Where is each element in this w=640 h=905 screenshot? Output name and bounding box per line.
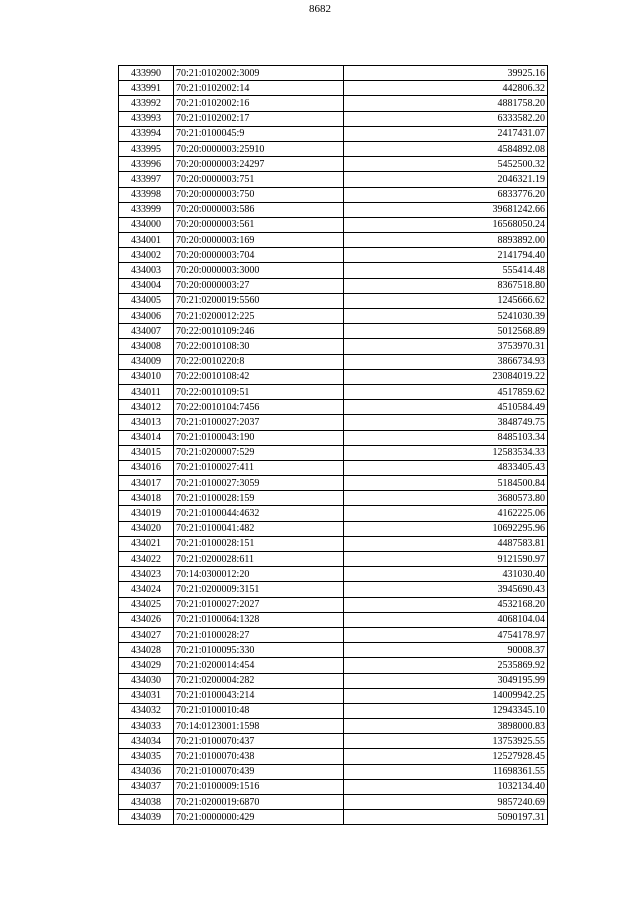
value-cell: 12583534.33: [344, 445, 548, 460]
row-number-cell: 434008: [119, 339, 174, 354]
value-cell: 3848749.75: [344, 415, 548, 430]
row-number-cell: 434017: [119, 476, 174, 491]
cadastral-number-cell: 70:21:0200009:3151: [174, 582, 344, 597]
value-cell: 3898000.83: [344, 719, 548, 734]
value-cell: 6333582.20: [344, 111, 548, 126]
row-number-cell: 434012: [119, 400, 174, 415]
table-row: [119, 445, 548, 460]
table-row: [119, 248, 548, 263]
cadastral-number-cell: 70:20:0000003:750: [174, 187, 344, 202]
value-cell: 3680573.80: [344, 491, 548, 506]
row-number-cell: 434006: [119, 309, 174, 324]
cadastral-number-cell: 70:14:0300012:20: [174, 567, 344, 582]
table-row: [119, 521, 548, 536]
cadastral-number-cell: 70:21:0100009:1516: [174, 779, 344, 794]
cadastral-number-cell: 70:21:0100028:159: [174, 491, 344, 506]
value-cell: 1032134.40: [344, 779, 548, 794]
value-cell: 8367518.80: [344, 278, 548, 293]
table-row: [119, 734, 548, 749]
table-row: [119, 96, 548, 111]
value-cell: 39925.16: [344, 66, 548, 81]
table-row: [119, 597, 548, 612]
value-cell: 5452500.32: [344, 157, 548, 172]
cadastral-number-cell: 70:22:0010108:42: [174, 369, 344, 384]
row-number-cell: 434014: [119, 430, 174, 445]
value-cell: 6833776.20: [344, 187, 548, 202]
row-number-cell: 433999: [119, 202, 174, 217]
row-number-cell: 434024: [119, 582, 174, 597]
value-cell: 39681242.66: [344, 202, 548, 217]
row-number-cell: 434020: [119, 521, 174, 536]
value-cell: 555414.48: [344, 263, 548, 278]
table-row: [119, 217, 548, 232]
table-row: [119, 157, 548, 172]
cadastral-number-cell: 70:21:0100070:439: [174, 764, 344, 779]
row-number-cell: 433994: [119, 126, 174, 141]
value-cell: 14009942.25: [344, 688, 548, 703]
row-number-cell: 434039: [119, 810, 174, 825]
value-cell: 4487583.81: [344, 536, 548, 551]
row-number-cell: 434028: [119, 643, 174, 658]
row-number-cell: 433993: [119, 111, 174, 126]
table-row: [119, 795, 548, 810]
value-cell: 8893892.00: [344, 233, 548, 248]
value-cell: 4532168.20: [344, 597, 548, 612]
row-number-cell: 434018: [119, 491, 174, 506]
cadastral-number-cell: 70:21:0102002:3009: [174, 66, 344, 81]
cadastral-number-cell: 70:21:0200028:611: [174, 552, 344, 567]
table-row: [119, 111, 548, 126]
table-row: [119, 810, 548, 825]
row-number-cell: 434035: [119, 749, 174, 764]
cadastral-number-cell: 70:22:0010220:8: [174, 354, 344, 369]
cadastral-number-cell: 70:21:0100028:151: [174, 536, 344, 551]
value-cell: 2535869.92: [344, 658, 548, 673]
row-number-cell: 434004: [119, 278, 174, 293]
value-cell: 442806.32: [344, 81, 548, 96]
row-number-cell: 434011: [119, 384, 174, 399]
table-row: [119, 202, 548, 217]
table-row: [119, 81, 548, 96]
cadastral-number-cell: 70:21:0100045:9: [174, 126, 344, 141]
row-number-cell: 434001: [119, 233, 174, 248]
table-row: [119, 384, 548, 399]
cadastral-number-cell: 70:21:0100027:2037: [174, 415, 344, 430]
cadastral-number-cell: 70:21:0200019:6870: [174, 795, 344, 810]
table-row: [119, 779, 548, 794]
cadastral-number-cell: 70:20:0000003:586: [174, 202, 344, 217]
table-row: [119, 415, 548, 430]
cadastral-number-cell: 70:20:0000003:25910: [174, 141, 344, 156]
cadastral-number-cell: 70:22:0010109:246: [174, 324, 344, 339]
table-row: [119, 688, 548, 703]
cadastral-number-cell: 70:21:0100010:48: [174, 703, 344, 718]
data-table: [118, 65, 548, 825]
table-row: [119, 233, 548, 248]
row-number-cell: 433992: [119, 96, 174, 111]
table-row: [119, 643, 548, 658]
table-row: [119, 187, 548, 202]
cadastral-number-cell: 70:14:0123001:1598: [174, 719, 344, 734]
cadastral-number-cell: 70:21:0100070:438: [174, 749, 344, 764]
table-row: [119, 612, 548, 627]
value-cell: 5184500.84: [344, 476, 548, 491]
cadastral-number-cell: 70:21:0200004:282: [174, 673, 344, 688]
value-cell: 3049195.99: [344, 673, 548, 688]
table-row: [119, 567, 548, 582]
value-cell: 2417431.07: [344, 126, 548, 141]
table-row: [119, 506, 548, 521]
value-cell: 90008.37: [344, 643, 548, 658]
cadastral-number-cell: 70:20:0000003:751: [174, 172, 344, 187]
value-cell: 4510584.49: [344, 400, 548, 415]
row-number-cell: 434027: [119, 627, 174, 642]
row-number-cell: 433990: [119, 66, 174, 81]
value-cell: 16568050.24: [344, 217, 548, 232]
table-row: [119, 719, 548, 734]
value-cell: 4162225.06: [344, 506, 548, 521]
table-row: [119, 749, 548, 764]
value-cell: 10692295.96: [344, 521, 548, 536]
cadastral-number-cell: 70:20:0000003:561: [174, 217, 344, 232]
table-row: [119, 369, 548, 384]
row-number-cell: 433995: [119, 141, 174, 156]
row-number-cell: 434021: [119, 536, 174, 551]
row-number-cell: 434034: [119, 734, 174, 749]
value-cell: 4881758.20: [344, 96, 548, 111]
row-number-cell: 434031: [119, 688, 174, 703]
value-cell: 23084019.22: [344, 369, 548, 384]
value-cell: 13753925.55: [344, 734, 548, 749]
row-number-cell: 434016: [119, 460, 174, 475]
value-cell: 9121590.97: [344, 552, 548, 567]
cadastral-number-cell: 70:21:0100027:411: [174, 460, 344, 475]
row-number-cell: 434032: [119, 703, 174, 718]
cadastral-number-cell: 70:20:0000003:169: [174, 233, 344, 248]
cadastral-number-cell: 70:21:0100028:27: [174, 627, 344, 642]
cadastral-number-cell: 70:21:0100064:1328: [174, 612, 344, 627]
value-cell: 1245666.62: [344, 293, 548, 308]
value-cell: 4754178.97: [344, 627, 548, 642]
row-number-cell: 434026: [119, 612, 174, 627]
value-cell: 8485103.34: [344, 430, 548, 445]
table-row: [119, 293, 548, 308]
row-number-cell: 434009: [119, 354, 174, 369]
value-cell: 4517859.62: [344, 384, 548, 399]
table-row: [119, 536, 548, 551]
value-cell: 9857240.69: [344, 795, 548, 810]
row-number-cell: 434007: [119, 324, 174, 339]
row-number-cell: 434030: [119, 673, 174, 688]
table-row: [119, 764, 548, 779]
row-number-cell: 434013: [119, 415, 174, 430]
row-number-cell: 434000: [119, 217, 174, 232]
cadastral-number-cell: 70:22:0010109:51: [174, 384, 344, 399]
cadastral-number-cell: 70:21:0100043:190: [174, 430, 344, 445]
table-row: [119, 339, 548, 354]
cadastral-number-cell: 70:21:0000000:429: [174, 810, 344, 825]
cadastral-number-cell: 70:21:0200007:529: [174, 445, 344, 460]
row-number-cell: 433991: [119, 81, 174, 96]
row-number-cell: 434002: [119, 248, 174, 263]
table-row: [119, 582, 548, 597]
cadastral-number-cell: 70:20:0000003:704: [174, 248, 344, 263]
row-number-cell: 433996: [119, 157, 174, 172]
table-row: [119, 278, 548, 293]
table-row: [119, 703, 548, 718]
cadastral-number-cell: 70:21:0100044:4632: [174, 506, 344, 521]
row-number-cell: 434003: [119, 263, 174, 278]
cadastral-number-cell: 70:21:0100027:2027: [174, 597, 344, 612]
value-cell: 12527928.45: [344, 749, 548, 764]
cadastral-number-cell: 70:21:0100041:482: [174, 521, 344, 536]
value-cell: 5012568.89: [344, 324, 548, 339]
value-cell: 5090197.31: [344, 810, 548, 825]
cadastral-number-cell: 70:21:0102002:14: [174, 81, 344, 96]
table-row: [119, 552, 548, 567]
row-number-cell: 433998: [119, 187, 174, 202]
page-number: 8682: [309, 3, 331, 15]
value-cell: 4068104.04: [344, 612, 548, 627]
value-cell: 3866734.93: [344, 354, 548, 369]
row-number-cell: 434023: [119, 567, 174, 582]
value-cell: 2141794.40: [344, 248, 548, 263]
value-cell: 5241030.39: [344, 309, 548, 324]
table-row: [119, 141, 548, 156]
table-row: [119, 66, 548, 81]
cadastral-number-cell: 70:21:0200014:454: [174, 658, 344, 673]
cadastral-number-cell: 70:21:0102002:16: [174, 96, 344, 111]
cadastral-number-cell: 70:20:0000003:24297: [174, 157, 344, 172]
value-cell: 431030.40: [344, 567, 548, 582]
cadastral-number-cell: 70:21:0200012:225: [174, 309, 344, 324]
cadastral-number-cell: 70:20:0000003:3000: [174, 263, 344, 278]
cadastral-number-cell: 70:21:0100070:437: [174, 734, 344, 749]
table-row: [119, 430, 548, 445]
row-number-cell: 433997: [119, 172, 174, 187]
value-cell: 12943345.10: [344, 703, 548, 718]
row-number-cell: 434037: [119, 779, 174, 794]
table-row: [119, 460, 548, 475]
value-cell: 4584892.08: [344, 141, 548, 156]
row-number-cell: 434029: [119, 658, 174, 673]
row-number-cell: 434005: [119, 293, 174, 308]
value-cell: 2046321.19: [344, 172, 548, 187]
row-number-cell: 434038: [119, 795, 174, 810]
table-row: [119, 309, 548, 324]
row-number-cell: 434015: [119, 445, 174, 460]
cadastral-number-cell: 70:22:0010108:30: [174, 339, 344, 354]
row-number-cell: 434033: [119, 719, 174, 734]
row-number-cell: 434036: [119, 764, 174, 779]
value-cell: 3753970.31: [344, 339, 548, 354]
row-number-cell: 434022: [119, 552, 174, 567]
table-row: [119, 263, 548, 278]
table-row: [119, 491, 548, 506]
row-number-cell: 434025: [119, 597, 174, 612]
value-cell: 3945690.43: [344, 582, 548, 597]
table-row: [119, 172, 548, 187]
table-row: [119, 354, 548, 369]
cadastral-number-cell: 70:22:0010104:7456: [174, 400, 344, 415]
cadastral-number-cell: 70:21:0100043:214: [174, 688, 344, 703]
cadastral-number-cell: 70:20:0000003:27: [174, 278, 344, 293]
cadastral-number-cell: 70:21:0102002:17: [174, 111, 344, 126]
table-row: [119, 673, 548, 688]
cadastral-number-cell: 70:21:0100027:3059: [174, 476, 344, 491]
cadastral-number-cell: 70:21:0100095:330: [174, 643, 344, 658]
value-cell: 11698361.55: [344, 764, 548, 779]
value-cell: 4833405.43: [344, 460, 548, 475]
table-row: [119, 400, 548, 415]
table-row: [119, 476, 548, 491]
row-number-cell: 434019: [119, 506, 174, 521]
table-row: [119, 627, 548, 642]
table-body: [119, 66, 548, 825]
table-row: [119, 324, 548, 339]
row-number-cell: 434010: [119, 369, 174, 384]
table-row: [119, 658, 548, 673]
table-row: [119, 126, 548, 141]
cadastral-number-cell: 70:21:0200019:5560: [174, 293, 344, 308]
